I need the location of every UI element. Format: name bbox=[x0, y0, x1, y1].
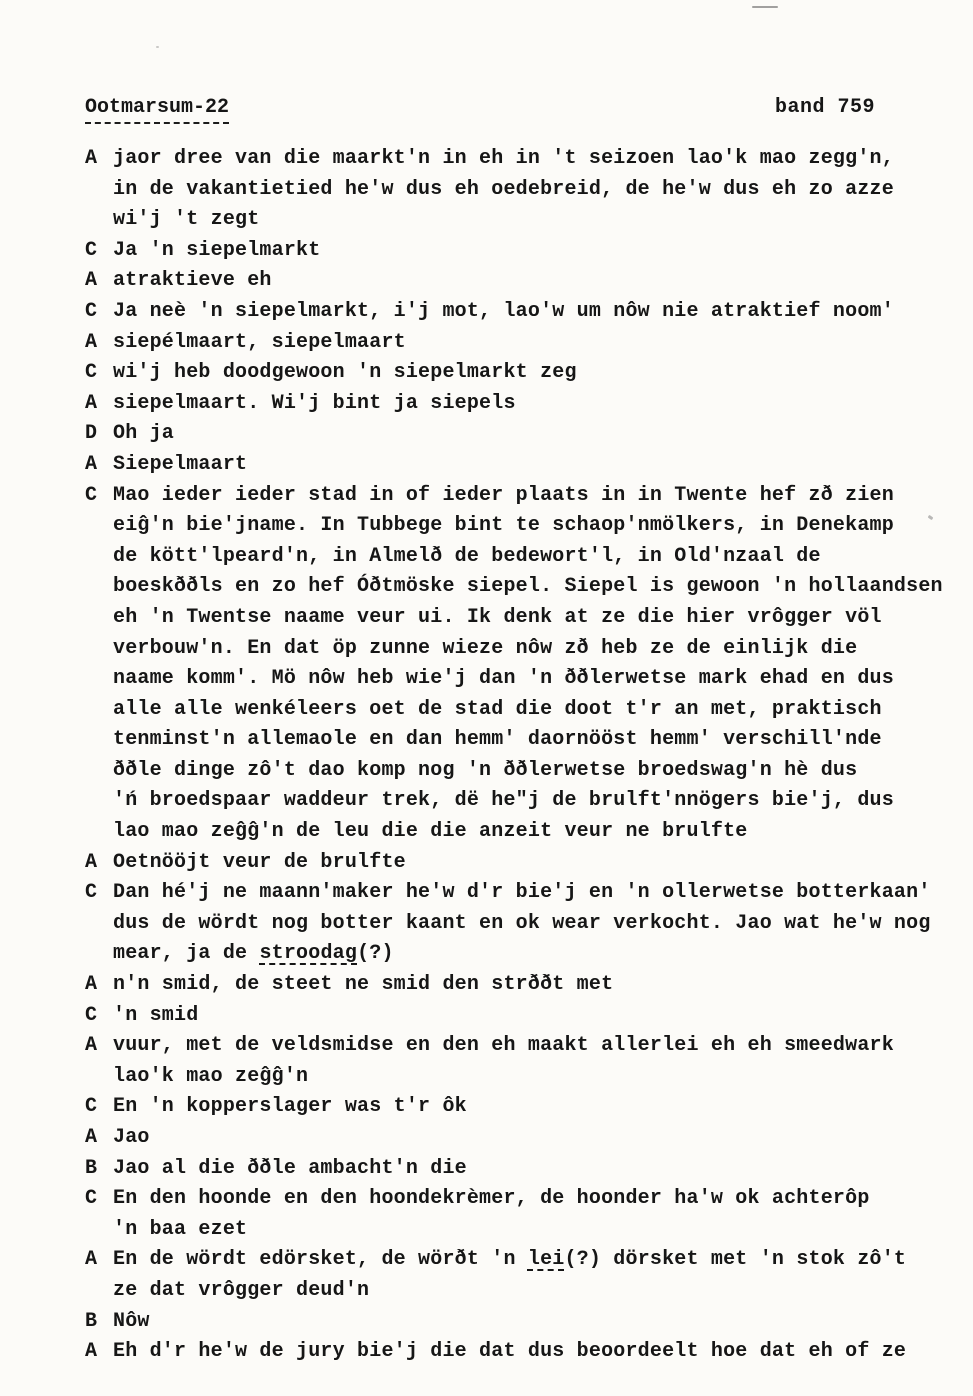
transcript-line bbox=[85, 511, 933, 542]
transcript-line bbox=[85, 572, 943, 603]
transcript-line bbox=[85, 1215, 933, 1246]
transcript-line bbox=[85, 756, 933, 787]
transcript-line bbox=[85, 481, 933, 512]
transcript-line bbox=[85, 1276, 933, 1307]
transcript-line bbox=[85, 664, 933, 695]
transcript-line bbox=[85, 848, 933, 879]
transcript-line bbox=[85, 236, 933, 267]
speaker-label: B bbox=[85, 1156, 98, 1180]
transcript-line bbox=[85, 1092, 933, 1123]
transcript-line bbox=[85, 389, 933, 420]
line-text: En de wördt edörsket, de wörðt 'n bbox=[113, 1248, 528, 1272]
line-text: mear, ja de bbox=[113, 942, 260, 966]
transcript-line bbox=[85, 358, 933, 389]
transcript-line bbox=[85, 297, 933, 328]
transcript-line bbox=[85, 1001, 933, 1032]
line-text: Ja 'n siepelmarkt bbox=[113, 238, 321, 262]
transcript-body bbox=[85, 144, 943, 1368]
line-text: jaor dree van die maarkt'n in eh in 't seizoen lao'k mao zegg'n, bbox=[113, 147, 894, 170]
line-text: ze dat vrôgger deud'n bbox=[113, 1278, 370, 1302]
line-text: wi'j 't zegt bbox=[113, 208, 260, 232]
line-text: Siepelmaart bbox=[113, 452, 248, 476]
line-text: En 'n kopperslager was t'r ôk bbox=[113, 1095, 467, 1119]
page-header bbox=[0, 0, 973, 124]
transcript-line bbox=[85, 328, 933, 359]
speaker-label: A bbox=[85, 269, 98, 293]
document-title: Ootmarsum-22 bbox=[85, 96, 229, 124]
line-text: atraktieve eh bbox=[113, 269, 272, 293]
speaker-label: A bbox=[85, 1248, 98, 1272]
speaker-label: C bbox=[85, 361, 98, 385]
transcript-line bbox=[85, 817, 933, 848]
transcript-line bbox=[85, 1123, 933, 1154]
line-text: Eh d'r he'w de jury bie'j die dat dus beoordeelt hoe dat eh of ze bbox=[113, 1340, 907, 1364]
speaker-label: A bbox=[85, 1126, 98, 1149]
speaker-label: A bbox=[85, 1340, 98, 1364]
speaker-label: A bbox=[85, 391, 98, 415]
transcript-line bbox=[85, 1307, 933, 1338]
speaker-label: A bbox=[85, 1034, 98, 1058]
transcript-line bbox=[85, 1062, 933, 1093]
speaker-label: C bbox=[85, 1095, 98, 1119]
underlined-word: lei bbox=[527, 1248, 565, 1272]
line-text: de kött'lpeard'n, in Almelð de bedewort'l, in Old'nzaal de bbox=[113, 544, 821, 568]
speaker-label: D bbox=[85, 422, 98, 446]
scan-speck bbox=[752, 6, 778, 8]
line-text: 'n smid bbox=[113, 1003, 199, 1027]
transcript-line bbox=[85, 542, 933, 573]
speaker-label: C bbox=[85, 299, 98, 323]
line-text: dus de wördt nog botter kaant en ok wear verkocht. Jao wat he'w nog bbox=[113, 911, 931, 935]
line-text: tenminst'n allemaole en dan hemm' daornööst hemm' verschill'nde bbox=[113, 728, 882, 752]
line-text: (?) bbox=[357, 942, 394, 966]
transcript-line bbox=[85, 1154, 933, 1185]
transcript-line bbox=[85, 909, 933, 940]
transcript-line bbox=[85, 970, 933, 1001]
speaker-label: C bbox=[85, 483, 98, 507]
transcript-line bbox=[85, 450, 933, 481]
line-text: (?) dörsket met 'n stok zô't bbox=[564, 1248, 907, 1272]
line-text: Jao al die ððle ambacht'n die bbox=[113, 1156, 467, 1180]
transcript-line bbox=[85, 695, 933, 726]
line-text: ððle dinge zô't dao komp nog 'n ððlerwetse broedswag'n hè dus bbox=[113, 758, 858, 782]
line-text: lao mao zeĝĝ'n de leu die die anzeit veur ne brulfte bbox=[113, 820, 748, 844]
line-text: Dan hé'j ne maann'maker he'w d'r bie'j en 'n ollerwetse botterkaan' bbox=[113, 881, 931, 905]
scan-speck bbox=[156, 46, 159, 48]
transcript-line bbox=[85, 144, 933, 175]
transcript-line bbox=[85, 1031, 933, 1062]
line-text: 'n baa ezet bbox=[113, 1217, 248, 1241]
band-number-label: band 759 bbox=[774, 96, 875, 119]
transcript-line bbox=[85, 603, 933, 634]
speaker-label: C bbox=[85, 881, 98, 905]
line-text: 'ń broedspaar waddeur trek, dë he"j de brulft'nnögers bie'j, dus bbox=[113, 789, 894, 813]
transcript-line bbox=[85, 878, 933, 909]
line-text: naame komm'. Mö nôw heb wie'j dan 'n ððlerwetse mark ehad en dus bbox=[113, 667, 894, 691]
transcript-line bbox=[85, 1337, 933, 1368]
transcript-line bbox=[85, 419, 933, 450]
line-text: eh 'n Twentse naame veur ui. Ik denk at ze die hier vrôgger völ bbox=[113, 605, 882, 629]
line-text: alle alle wenkéleers oet de stad die doot t'r an met, praktisch bbox=[113, 697, 882, 721]
transcript-line bbox=[85, 634, 933, 665]
line-text: Ja neè 'n siepelmarkt, i'j mot, lao'w um nôw nie atraktief noom' bbox=[113, 299, 894, 323]
speaker-label: C bbox=[85, 1187, 98, 1211]
speaker-label: C bbox=[85, 1003, 98, 1027]
speaker-label: C bbox=[85, 238, 98, 262]
line-text: lao'k mao zeĝĝ'n bbox=[113, 1064, 309, 1088]
line-text: Nôw bbox=[113, 1309, 150, 1333]
transcript-line bbox=[85, 786, 933, 817]
line-text: Oetnööjt veur de brulfte bbox=[113, 850, 406, 874]
speaker-label: A bbox=[85, 850, 98, 874]
line-text: vuur, met de veldsmidse en den eh maakt allerlei eh eh smeedwark bbox=[113, 1034, 894, 1058]
line-text: En den hoonde en den hoondekrèmer, de hoonder ha'w ok achterôp bbox=[113, 1187, 870, 1211]
transcript-line bbox=[85, 205, 933, 236]
line-text: Mao ieder ieder stad in of ieder plaats in in Twente hef zð zien bbox=[113, 483, 894, 507]
line-text: in de vakantietied he'w dus eh oedebreid, de he'w dus eh zo azze bbox=[113, 177, 894, 201]
line-text: n'n smid, de steet ne smid den strððt met bbox=[113, 973, 614, 997]
speaker-label: A bbox=[85, 452, 98, 476]
line-text: siepelmaart. Wi'j bint ja siepels bbox=[113, 391, 516, 415]
speaker-label: A bbox=[85, 973, 98, 997]
speaker-label: A bbox=[85, 147, 98, 170]
transcript-line bbox=[85, 725, 933, 756]
speaker-label: B bbox=[85, 1309, 98, 1333]
line-text: wi'j heb doodgewoon 'n siepelmarkt zeg bbox=[113, 361, 577, 385]
line-text: siepélmaart, siepelmaart bbox=[113, 330, 406, 354]
transcript-line bbox=[85, 175, 933, 206]
transcript-line bbox=[85, 266, 933, 297]
underlined-word: stroodag bbox=[259, 942, 358, 966]
line-text: Oh ja bbox=[113, 422, 175, 446]
speaker-label: A bbox=[85, 330, 98, 354]
line-text: verbouw'n. En dat öp zunne wieze nôw zð heb ze de einlijk die bbox=[113, 636, 858, 660]
transcript-line bbox=[85, 1245, 933, 1276]
transcript-line bbox=[85, 1184, 933, 1215]
line-text: eiĝ'n bie'jname. In Tubbege bint te schaop'nmölkers, in Denekamp bbox=[113, 514, 894, 538]
transcript-line bbox=[85, 939, 933, 970]
line-text: Jao bbox=[113, 1126, 150, 1149]
line-text: boeskððls en zo hef Óðtmöske siepel. Siepel is gewoon 'n hollaandsen bbox=[113, 575, 943, 599]
